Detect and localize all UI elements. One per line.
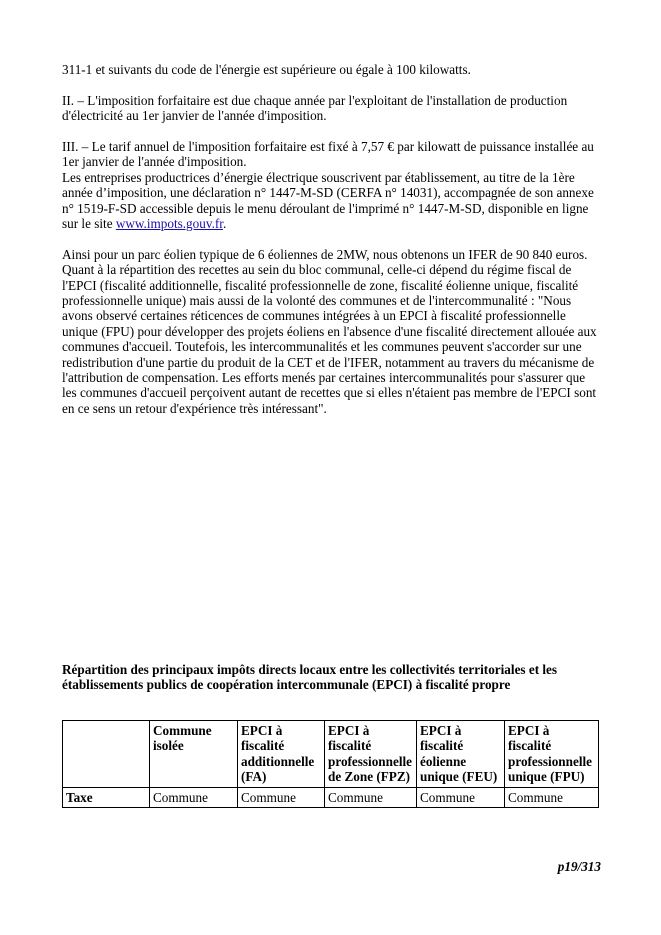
header-cell: EPCI à fiscalité professionnelle de Zone (FPZ) [325,721,417,788]
table-cell: Commune [417,787,505,807]
paragraph-1: 311-1 et suivants du code de l'énergie est supérieure ou égale à 100 kilowatts. [62,62,471,77]
paragraph-4: Les entreprises productrices d’énergie électrique souscrivent par établissement, au titre de la 1ère année d’imposition, une déclaration n° 1447-M-SD (CERFA n° 14031), accompagnée de son annexe n° 1519-F-SD accessible depuis le menu déroulant de l'imprimé n° 1447-M-SD, disponible en ligne sur le site www.impots.gouv.fr. [62,169,594,232]
paragraph-5: Ainsi pour un parc éolien typique de 6 éoliennes de 2MW, nous obtenons un IFER de 90 840 euros. Quant à la répartition des recettes au sein du bloc communal, celle-ci dépend du régime fiscal de l'EPCI (fiscalité additionnelle, fiscalité professionnelle de zone, fiscalité éolienne unique, fiscalité professionnelle unique) mais aussi de la volonté des communes et de l'intercommunalité : "Nous avons observé certaines réticences de communes intégrées à un EPCI à fiscalité professionnelle unique (FPU) pour développer des projets éoliens en l'absence d'une fiscalité directement allouée aux communes d'accueil. Toutefois, les intercommunalités et les communes peuvent s'accorder sur une redistribution d'une partie du produit de la CET et de l'IFER, notamment au travers du mécanisme de l'attribution de compensation. Les efforts menés par certaines intercommunalités pour s'assurer que les communes d'accueil perçoivent autant de recettes que si elles n'étaient pas membre de l'EPCI sont en ce sens un retour d'expérience très intéressant". [62,246,597,416]
row-label-cell: Taxe [63,787,150,807]
table-cell: Commune [325,787,417,807]
header-cell: Commune isolée [150,721,238,788]
paragraph-2: II. – L'imposition forfaitaire est due chaque année par l'exploitant de l'installation de production d'électricité au 1er janvier de l'année d'imposition. [62,92,568,124]
document-body [62,62,602,416]
paragraph-3: III. – Le tarif annuel de l'imposition forfaitaire est fixé à 7,57 € par kilowatt de puissance installée au 1er janvier de l'année d'imposition. [62,139,594,170]
page-number: p19/313 [557,859,601,874]
table-row [63,787,599,807]
header-cell [63,721,150,788]
table-cell: Commune [238,787,325,807]
header-cell: EPCI à fiscalité professionnelle unique (FPU) [505,721,599,788]
table-cell: Commune [150,787,238,807]
tax-distribution-table [62,720,599,808]
table-title: Répartition des principaux impôts directs locaux entre les collectivités territoriales et les établissements publics de coopération intercommunale (EPCI) à fiscalité propre [62,662,558,693]
table-header-row [63,721,599,788]
table-cell: Commune [505,787,599,807]
header-cell: EPCI à fiscalité éolienne unique (FEU) [417,721,505,788]
header-cell: EPCI à fiscalité additionnelle (FA) [238,721,325,788]
impots-link[interactable]: www.impots.gouv.fr [115,216,223,232]
